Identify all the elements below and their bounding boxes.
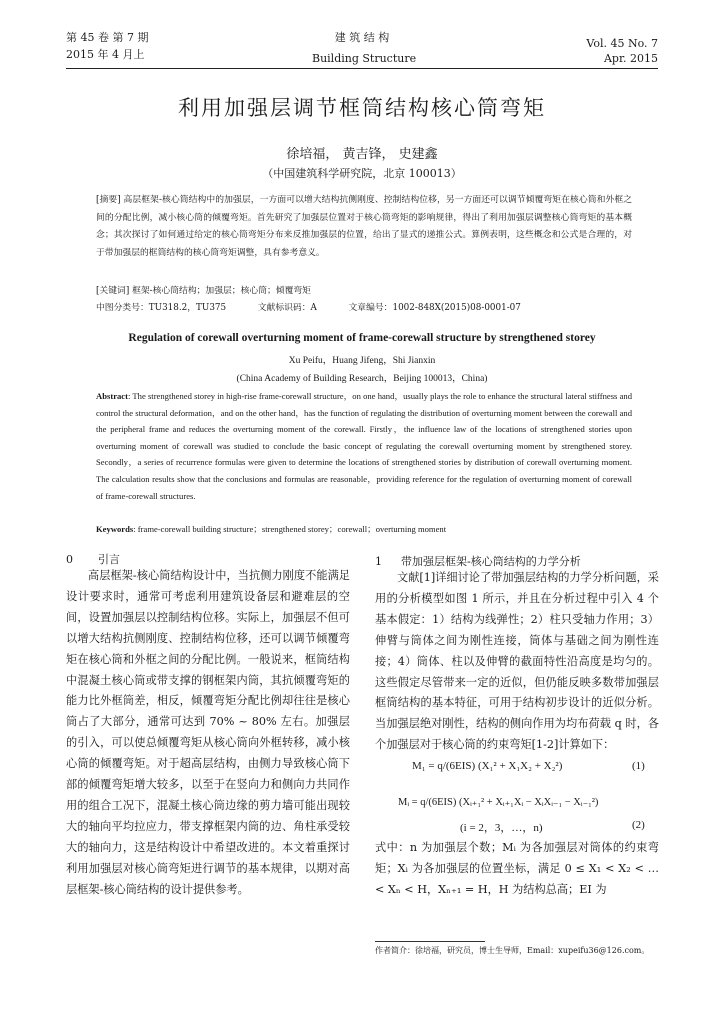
abstract-zh-label: [摘要] [96, 195, 121, 205]
paper-authors: 徐培福， 黄吉锋， 史建鑫 [286, 147, 438, 162]
paper-authors-en: Xu Peifu，Huang Jifeng，Shi Jianxin [288, 356, 436, 366]
doc-code-value: A [310, 303, 317, 313]
equation-2-condition: (i = 2，3，…，n) [460, 822, 543, 834]
classification-line [96, 302, 521, 315]
section-1-body [375, 568, 659, 756]
doc-code-label: 文献标识码： [257, 303, 311, 313]
paper-title: 利用加强层调节框筒结构核心筒弯矩 [178, 96, 546, 120]
section-1-heading [375, 553, 581, 569]
section-0-title: 引言 [98, 553, 120, 566]
keywords-zh [96, 285, 311, 298]
journal-name-en: Building Structure [312, 52, 417, 65]
section-0-heading [66, 551, 120, 567]
journal-volume: 第 45 卷 第 7 期 [66, 31, 149, 44]
section-1-definitions: 式中：n 为加强层个数；Mᵢ 为各加强层对筒体的约束弯矩；Xᵢ 为各加强层的位置坐标，满足 0 ≤ X₁ < X₂ < … < Xₙ < H，Xₙ₊₁ = H，H 为结构总高；EI 为 [375, 841, 659, 896]
equation-2-number: (2) [632, 819, 645, 831]
abstract-zh-text: 高层框架-核心筒结构中的加强层，一方面可以增大结构抗侧刚度、控制结构位移，另一方面还可以调节倾覆弯矩在核心筒和外框之间的分配比例，减小核心筒的倾覆弯矩。首先研究了加强层位置对于核心筒弯矩的影响规律，得出了利用加强层调整核心筒弯矩的基本概念；其次探讨了如何通过给定的核心筒弯矩分布来反推加强层的位置，给出了显式的递推公式。算例表明，这些概念和公式是合理的，对于带加强层的框筒结构的核心筒弯矩调整，具有参考意义。 [96, 195, 632, 258]
keywords-zh-label: [关键词] [96, 286, 130, 296]
paper-affiliation: （中国建筑科学研究院，北京 100013） [262, 167, 462, 180]
abstract-en-text: : The strengthened storey in high-rise frame-corewall structure，on one hand，usually plays the role to enhance the structural lateral stiffness and control the structural deformation，and on the other hand，has the function of regulating the distribution of overturning moment between the corewall and the peripheral frame and reduces the overturning moment of the corewall. Firstly，the influence law of the locations of strengthened stories upon overturning moment of corewall was studied to conclude the basic concept of regulating the corewall overturning moment by strengthened storey. Secondly，a series of recurrence formulas were given to determine the locations of strengthened stories by distribution of corewall overturning moment. The calculation results show that the conclusions and formulas are reasonable，providing reference for the regulation of overturning moment of corewall of frame-corewall structures. [96, 391, 632, 501]
article-no-value: 1002-848X(2015)08-0001-07 [392, 303, 521, 313]
keywords-en-label: Keywords [96, 524, 134, 534]
equation-1: M₁ = q/(6EIS) (X₁² + X₁X₂ + X₂²) [412, 760, 563, 772]
section-1-title: 带加强层框架-核心筒结构的力学分析 [401, 555, 581, 568]
paper-title-en: Regulation of corewall overturning moment of frame-corewall structure by strengthened storey [128, 332, 596, 344]
equation-2: Mᵢ = q/(6EIS) (Xᵢ₊₁² + Xᵢ₊₁Xᵢ − XᵢXᵢ₋₁ − Xᵢ₋₁²) [398, 797, 599, 808]
journal-volume-en: Vol. 45 No. 7 [586, 37, 658, 50]
journal-name-zh: 建 筑 结 构 [334, 31, 390, 44]
equation-1-number: (1) [632, 760, 645, 772]
abstract-en [96, 388, 632, 504]
header-rule [66, 68, 658, 69]
section-1-paragraph: 文献[1]详细讨论了带加强层结构的力学分析问题，采用的分析模型如图 1 所示，并且在分析过程中引入 4 个基本假定：1）结构为线弹性；2）柱只受轴力作用；3）伸臂与筒体之间为刚性连接，筒体与基础之间为刚性连接；4）筒体、柱以及伸臂的截面特性沿高度是均匀的。这些假定尽管带来一定的近似，但仍能反映多数带加强层框筒结构的基本特征，可用于结构初步设计的近似分析。当加强层绝对刚性，结构的侧向作用为均布荷载 q 时，各个加强层对于核心筒的约束弯矩[1-2]计算如下： [375, 571, 659, 752]
clc-label: 中图分类号： [96, 303, 149, 313]
section-1-number: 1 [375, 555, 382, 568]
section-1-after-equations [375, 838, 659, 901]
footnote-rule [375, 941, 485, 942]
keywords-en-text: : frame-corewall building structure；strengthened storey；corewall；overturning moment [133, 524, 447, 534]
paper-affiliation-en: (China Academy of Building Research，Beijing 100013，China) [236, 374, 488, 384]
author-footnote: 作者简介：徐培福，研究员，博士生导师，Email：xupeifu36@126.com。 [375, 946, 650, 955]
keywords-zh-text: 框架-核心筒结构；加强层；核心筒；倾覆弯矩 [132, 286, 311, 296]
journal-date: 2015 年 4 月上 [66, 48, 145, 61]
abstract-zh [96, 192, 632, 262]
abstract-en-label: Abstract [96, 391, 128, 401]
journal-date-en: Apr. 2015 [603, 52, 658, 65]
section-0-number: 0 [66, 553, 73, 566]
clc-value: TU318.2，TU375 [148, 303, 227, 313]
section-0-paragraph: 高层框架-核心筒结构设计中，当抗侧力刚度不能满足设计要求时，通常可考虑利用建筑设备层和避难层的空间，设置加强层以控制结构位移。实际上，加强层不但可以增大结构抗侧刚度、控制结构位移，还可以调节倾覆弯矩在核心筒和外框之间的分配比例。一般说来，框筒结构中混凝土核心筒或带支撑的钢框架内筒，其抗倾覆弯矩的能力比外框筒差，相反，倾覆弯矩分配比例却往往是核心筒占了大部分，通常可达到 70% ~ 80% 左右。加强层的引入，可以使总倾覆弯矩从核心筒向外框转移，减小核心筒的倾覆弯矩。对于超高层结构，由侧力导致核心筒下部的倾覆弯矩增大较多，以至于在竖向力和侧向力共同作用的组合工况下，混凝土核心筒边缘的剪力墙可能出现较大的轴向平均拉应力，带支撑框架内筒的边、角柱承受较大的轴向力，这是结构设计中希望改进的。本文着重探讨利用加强层对核心筒弯矩进行调节的基本规律，以期对高层框架-核心筒结构的设计提供参考。 [66, 569, 350, 896]
section-0-body [66, 566, 350, 901]
keywords-en [96, 523, 446, 535]
article-no-label: 文章编号： [348, 303, 393, 313]
